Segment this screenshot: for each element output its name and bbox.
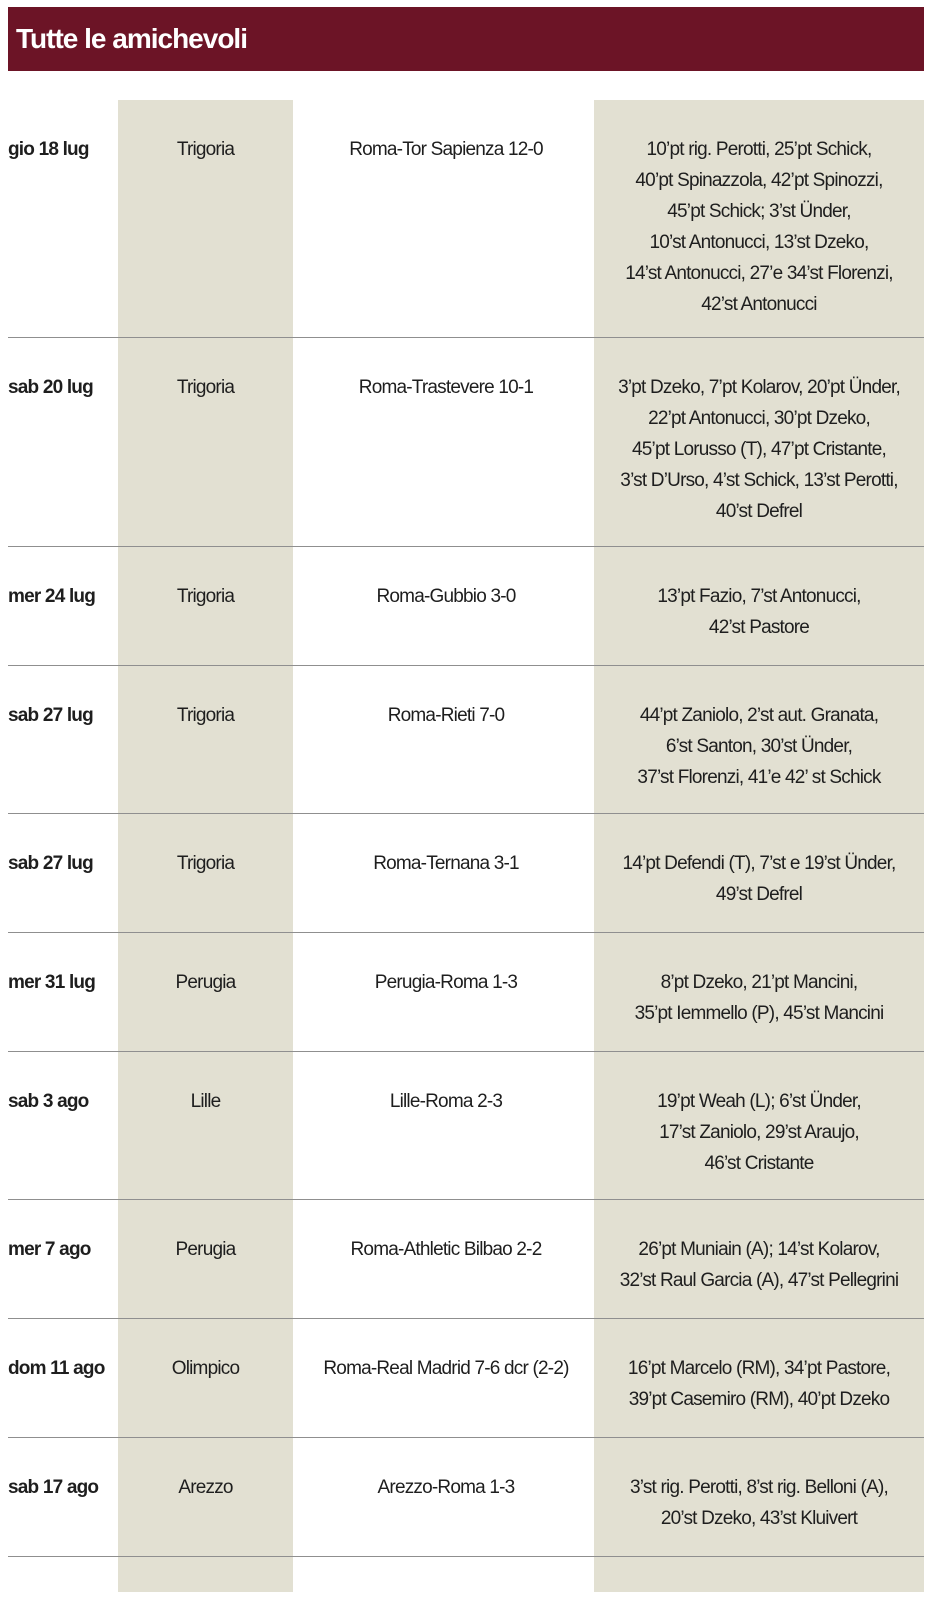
match-scorers	[594, 1086, 924, 1179]
scorers-line: 37’st Florenzi, 41’e 42’ st Schick	[637, 767, 881, 788]
match-date: gio 18 lug	[8, 139, 89, 160]
match-date: sab 27 lug	[8, 853, 93, 874]
scorers-line: 44’pt Zaniolo, 2’st aut. Granata,	[639, 705, 879, 726]
match-scorers	[594, 1234, 924, 1296]
match-result: Arezzo-Roma 1-3	[377, 1477, 515, 1498]
match-result: Roma-Rieti 7-0	[387, 705, 505, 726]
match-date: sab 17 ago	[8, 1477, 99, 1498]
match-result: Roma-Real Madrid 7-6 dcr (2-2)	[323, 1358, 569, 1379]
match-result: Roma-Ternana 3-1	[373, 853, 519, 874]
scorers-line: 42’st Antonucci	[701, 294, 817, 315]
scorers-line: 17’st Zaniolo, 29’st Araujo,	[659, 1122, 859, 1143]
scorers-line: 46’st Cristante	[704, 1153, 814, 1174]
table-row	[8, 547, 924, 666]
match-result: Roma-Athletic Bilbao 2-2	[350, 1239, 542, 1260]
scorers-line: 3’st D’Urso, 4’st Schick, 13’st Perotti,	[620, 470, 898, 491]
match-scorers	[594, 581, 924, 643]
match-date: sab 20 lug	[8, 377, 93, 398]
match-venue: Olimpico	[171, 1358, 240, 1379]
table-row	[8, 933, 924, 1052]
match-scorers	[594, 848, 924, 910]
scorers-line: 19’pt Weah (L); 6’st Ünder,	[657, 1091, 861, 1112]
match-venue: Trigoria	[176, 705, 235, 726]
table-row	[8, 1319, 924, 1438]
scorers-line: 45’pt Schick; 3’st Ünder,	[667, 201, 851, 222]
table-row	[8, 100, 924, 338]
match-result: Lille-Roma 2-3	[389, 1091, 503, 1112]
match-scorers	[594, 372, 924, 527]
match-date: sab 3 ago	[8, 1091, 89, 1112]
scorers-line: 3’pt Dzeko, 7’pt Kolarov, 20’pt Ünder,	[618, 377, 900, 398]
match-scorers	[594, 967, 924, 1029]
scorers-line: 14’pt Defendi (T), 7’st e 19’st Ünder,	[622, 853, 896, 874]
scorers-line: 32’st Raul Garcia (A), 47’st Pellegrini	[619, 1270, 899, 1291]
match-date: mer 31 lug	[8, 972, 96, 993]
title-banner	[8, 7, 924, 71]
scorers-line: 45’pt Lorusso (T), 47’pt Cristante,	[632, 439, 886, 460]
match-venue: Lille	[190, 1091, 221, 1112]
table-row	[8, 666, 924, 814]
scorers-line: 14’st Antonucci, 27’e 34’st Florenzi,	[625, 263, 893, 284]
scorers-line: 6’st Santon, 30’st Ünder,	[665, 736, 853, 757]
match-scorers	[594, 700, 924, 793]
match-venue: Arezzo	[178, 1477, 233, 1498]
match-venue: Perugia	[175, 1239, 236, 1260]
match-date: dom 11 ago	[8, 1358, 105, 1379]
scorers-line: 8’pt Dzeko, 21’pt Mancini,	[660, 972, 858, 993]
scorers-line: 26’pt Muniain (A); 14’st Kolarov,	[638, 1239, 880, 1260]
match-venue: Trigoria	[176, 853, 235, 874]
match-scorers	[594, 134, 924, 320]
scorers-line: 49’st Defrel	[715, 884, 803, 905]
match-date: sab 27 lug	[8, 705, 93, 726]
match-venue: Perugia	[175, 972, 236, 993]
scorers-line: 42’st Pastore	[708, 617, 810, 638]
scorers-line: 13’pt Fazio, 7’st Antonucci,	[657, 586, 861, 607]
match-venue: Trigoria	[176, 377, 235, 398]
match-result: Roma-Trastevere 10-1	[358, 377, 534, 398]
match-result: Roma-Tor Sapienza 12-0	[349, 139, 543, 160]
scorers-line: 39’pt Casemiro (RM), 40’pt Dzeko	[628, 1389, 890, 1410]
match-scorers	[594, 1353, 924, 1415]
scorers-line: 40’pt Spinazzola, 42’pt Spinozzi,	[635, 170, 883, 191]
table-row	[8, 814, 924, 933]
match-date: mer 7 ago	[8, 1239, 91, 1260]
friendlies-table	[8, 100, 924, 1557]
match-result: Perugia-Roma 1-3	[374, 972, 518, 993]
table-row	[8, 1438, 924, 1557]
page-title: Tutte le amichevoli	[16, 23, 247, 54]
table-row	[8, 1200, 924, 1319]
match-date: mer 24 lug	[8, 586, 96, 607]
match-result: Roma-Gubbio 3-0	[376, 586, 516, 607]
scorers-line: 10’st Antonucci, 13’st Dzeko,	[649, 232, 869, 253]
scorers-line: 20’st Dzeko, 43’st Kluivert	[660, 1508, 858, 1529]
scorers-line: 22’pt Antonucci, 30’pt Dzeko,	[648, 408, 870, 429]
scorers-line: 35’pt Iemmello (P), 45’st Mancini	[634, 1003, 884, 1024]
match-venue: Trigoria	[176, 586, 235, 607]
scorers-line: 40’st Defrel	[715, 501, 803, 522]
scorers-line: 16’pt Marcelo (RM), 34’pt Pastore,	[627, 1358, 891, 1379]
table-row	[8, 338, 924, 547]
scorers-line: 3’st rig. Perotti, 8’st rig. Belloni (A),	[630, 1477, 888, 1498]
match-venue: Trigoria	[176, 139, 235, 160]
table-row	[8, 1052, 924, 1200]
match-scorers	[594, 1472, 924, 1534]
scorers-line: 10’pt rig. Perotti, 25’pt Schick,	[646, 139, 872, 160]
